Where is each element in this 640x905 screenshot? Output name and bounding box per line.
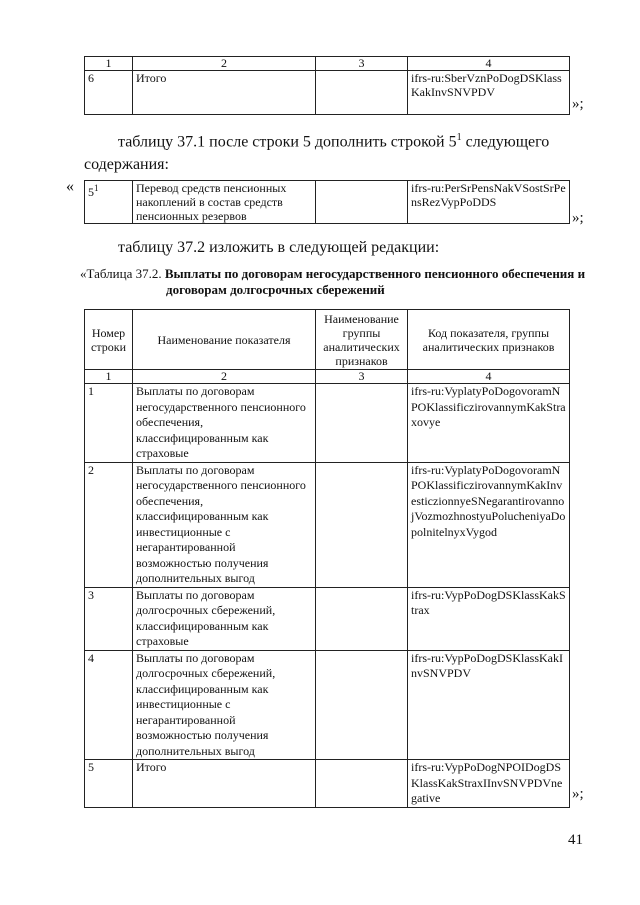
row-code: ifrs-ru:PerSrPensNakVSostSrPensRezVypPoDDS [408, 181, 570, 224]
row-number: 2 [85, 462, 133, 587]
caption-prefix: «Таблица 37.2. [80, 266, 162, 281]
table-row [85, 587, 570, 650]
opening-quote: « [66, 178, 74, 195]
column-number: 3 [316, 370, 408, 384]
header-cell: 4 [408, 57, 570, 71]
paragraph-text: следующего [461, 133, 550, 151]
row-number: $5^1$ [85, 181, 133, 224]
row-number: 6 [85, 71, 133, 115]
row-number: 5 [85, 760, 133, 808]
table-row [85, 462, 570, 587]
table-row [85, 181, 570, 224]
table-header-row [85, 57, 570, 71]
row-name: Итого [133, 71, 316, 115]
row-name: Выплаты по договорам долгосрочных сбережений, классифицированным как инвестиционные с негарантированной возможностью получения дополнительных выгод [133, 650, 316, 760]
amendment-paragraph: таблицу 37.2 изложить в следующей редакции: [118, 239, 440, 256]
row-group [316, 181, 408, 224]
row-group [316, 587, 408, 650]
row-number: 4 [85, 650, 133, 760]
column-number-row [85, 370, 570, 384]
header-cell: 1 [85, 57, 133, 71]
table-caption [80, 266, 600, 298]
column-number: 1 [85, 370, 133, 384]
header-cell: Наименование группы аналитических признаков [316, 310, 408, 370]
row-code: ifrs-ru:VypPoDogNPOIDogDSKlassKakStraxIInvSNVPDVnegative [408, 760, 570, 808]
column-number: 4 [408, 370, 570, 384]
table-row [85, 384, 570, 463]
row-code: ifrs-ru:VyplatyPoDogovoramNPOKlassificzirovannymKakInvesticzionnyeSNegarantirovannojVozmozhnostyuPolucheniyaDopolnitelnyxVygod [408, 462, 570, 587]
row-code: ifrs-ru:VyplatyPoDogovoramNPOKlassificzirovannymKakStraxovye [408, 384, 570, 463]
row-name: Выплаты по договорам долгосрочных сбережений, классифицированным как страховые [133, 587, 316, 650]
row-name: Итого [133, 760, 316, 808]
paragraph-text: таблицу 37.1 после строки 5 дополнить строкой 5 [118, 133, 457, 151]
row-code: ifrs-ru:SberVznPoDogDSKlassKakInvSNVPDV [408, 71, 570, 115]
header-cell: Код показателя, группы аналитических признаков [408, 310, 570, 370]
row-code: ifrs-ru:VypPoDogDSKlassKakStrax [408, 587, 570, 650]
row-name: Перевод средств пенсионных накоплений в состав средств пенсионных резервов [133, 181, 316, 224]
caption-title: Выплаты по договорам негосударственного пенсионного обеспечения и [161, 266, 586, 281]
table-row [85, 71, 570, 115]
superscript: 1 [94, 183, 99, 193]
caption-title: договорам долгосрочных сбережений [166, 282, 385, 297]
table-header-row [85, 310, 570, 370]
row-number: 1 [85, 384, 133, 463]
row-number: 3 [85, 587, 133, 650]
amendment-paragraph [118, 128, 588, 152]
closing-quote: »; [572, 786, 584, 802]
header-cell: Наименование показателя [133, 310, 316, 370]
table-row [85, 760, 570, 808]
header-cell: 3 [316, 57, 408, 71]
row-code: ifrs-ru:VypPoDogDSKlassKakInvSNVPDV [408, 650, 570, 760]
row-name: Выплаты по договорам негосударственного пенсионного обеспечения, классифицированным как инвестиционные с негарантированной возможностью получения дополнительных выгод [133, 462, 316, 587]
row-group [316, 650, 408, 760]
column-number: 2 [133, 370, 316, 384]
row-group [316, 462, 408, 587]
closing-quote: »; [572, 210, 584, 226]
row-group [316, 384, 408, 463]
page-number: 41 [568, 832, 583, 848]
row-name: Выплаты по договорам негосударственного пенсионного обеспечения, классифицированным как страховые [133, 384, 316, 463]
row-group [316, 71, 408, 115]
closing-quote: »; [572, 96, 584, 112]
payments-table [84, 309, 570, 808]
paragraph-continuation: содержания: [84, 156, 169, 173]
header-cell: Номер строки [85, 310, 133, 370]
inserted-row-table [84, 180, 570, 224]
table-row [85, 650, 570, 760]
superscript: 1 [456, 132, 462, 143]
continuation-table [84, 56, 570, 115]
row-group [316, 760, 408, 808]
header-cell: 2 [133, 57, 316, 71]
